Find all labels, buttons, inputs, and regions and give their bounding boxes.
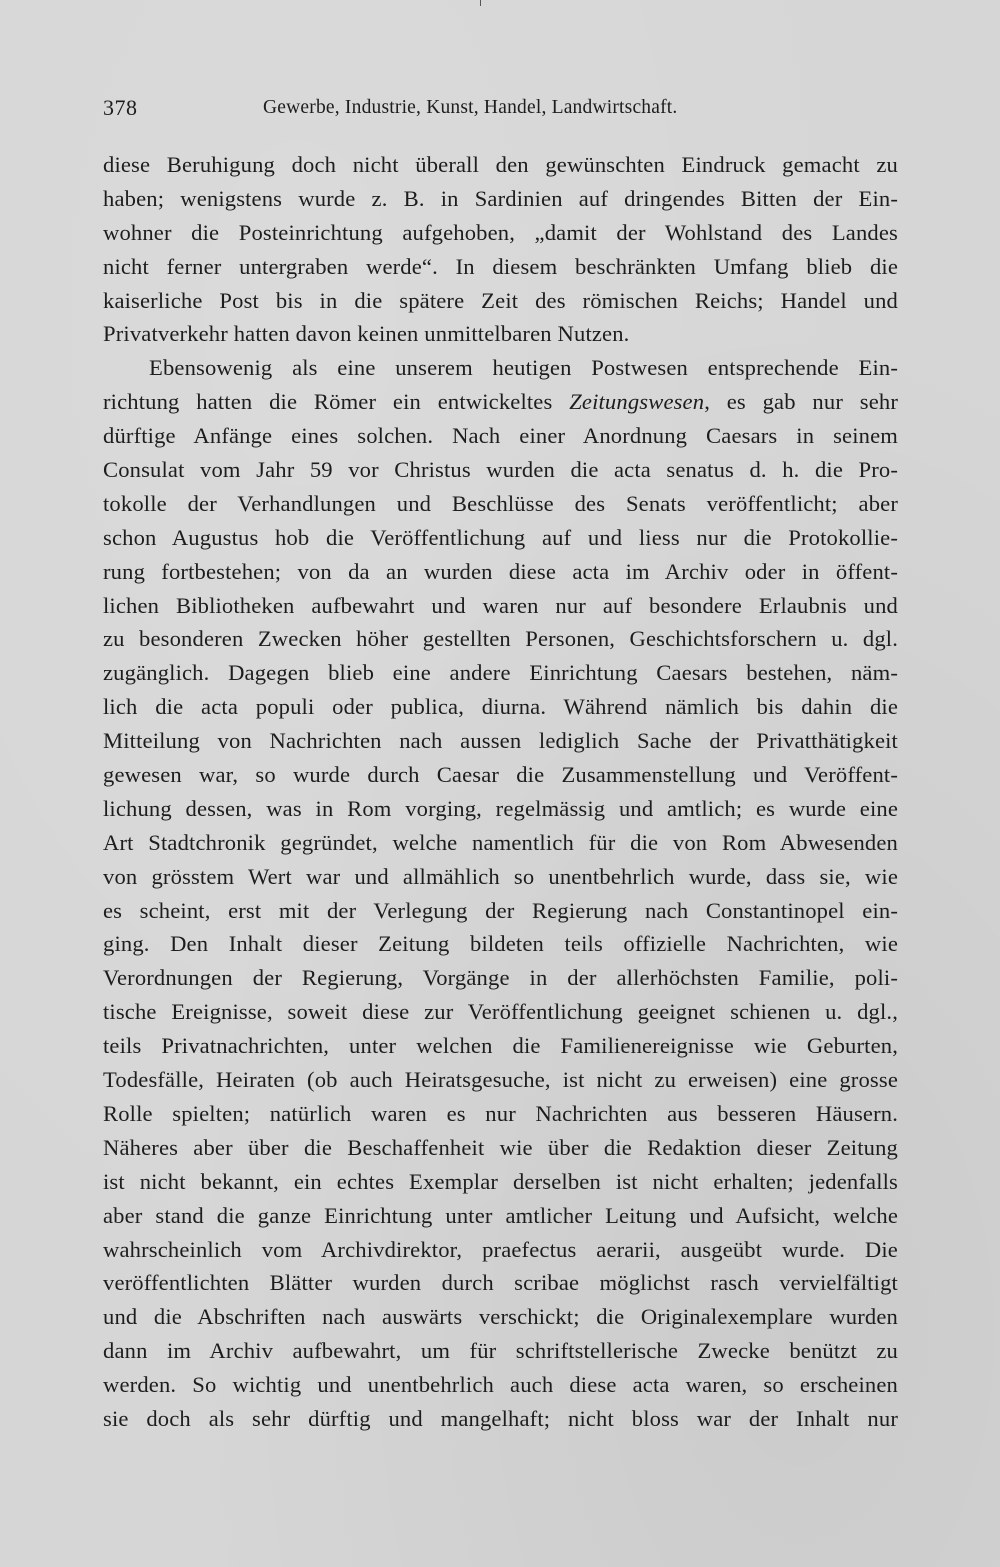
text-line: Verordnungen der Regierung, Vorgänge in der allerhöchsten Familie, poli- — [103, 965, 898, 991]
text-line: tokolle der Verhandlungen und Beschlüsse des Senats veröffentlicht; aber — [103, 490, 898, 516]
text-line: Näheres aber über die Beschaffenheit wie über die Redaktion dieser Zeitung — [103, 1134, 898, 1160]
text-line: Rolle spielten; natürlich waren es nur Nachrichten aus besseren Häusern. — [103, 1100, 898, 1126]
text-line: schon Augustus hob die Veröffentlichung auf und liess nur die Protokollie- — [103, 524, 898, 550]
text-line: teils Privatnachrichten, unter welchen die Familienereignisse wie Geburten, — [103, 1033, 898, 1059]
text-line: wahrscheinlich vom Archivdirektor, praefectus aerarii, ausgeübt wurde. Die — [103, 1236, 898, 1262]
text-line: Privatverkehr hatten davon keinen unmittelbaren Nutzen. — [103, 321, 630, 347]
text-line: und die Abschriften nach auswärts verschickt; die Originalexemplare wurden — [103, 1304, 898, 1330]
text-line: Todesfälle, Heiraten (ob auch Heiratsgesuche, ist nicht zu erweisen) eine grosse — [103, 1067, 898, 1093]
text-line: ging. Den Inhalt dieser Zeitung bildeten teils offizielle Nachrichten, wie — [103, 931, 898, 957]
text-line-with-italic — [103, 385, 898, 419]
text-line: werden. So wichtig und unentbehrlich auch diese acta waren, so erscheinen — [103, 1372, 898, 1398]
text-line: nicht ferner untergraben werde“. In diesem beschränkten Umfang blieb die — [103, 253, 898, 279]
text-line: von grösstem Wert war und allmählich so unentbehrlich wurde, dass sie, wie — [103, 863, 898, 889]
text-line: ist nicht bekannt, ein echtes Exemplar derselben ist nicht erhalten; jedenfalls — [103, 1168, 898, 1194]
body-text — [103, 148, 898, 1436]
text-line: lichen Bibliotheken aufbewahrt und waren nur auf besondere Erlaubnis und — [103, 592, 898, 618]
text-line: es scheint, erst mit der Verlegung der Regierung nach Constantinopel ein- — [103, 897, 898, 923]
text-line: wohner die Posteinrichtung aufgehoben, „damit der Wohlstand des Landes — [103, 219, 898, 245]
text-line: kaiserliche Post bis in die spätere Zeit des römischen Reichs; Handel und — [103, 287, 898, 313]
italic-term: Zeitungswesen — [569, 389, 705, 415]
text-line: Mitteilung von Nachrichten nach aussen lediglich Sache der Privatthätigkeit — [103, 728, 898, 754]
page-number: 378 — [103, 95, 138, 120]
text-line: Ebensowenig als eine unserem heutigen Postwesen entsprechende Ein- — [149, 355, 898, 381]
text-line: zugänglich. Dagegen blieb eine andere Einrichtung Caesars bestehen, näm- — [103, 660, 898, 686]
text-line: gewesen war, so wurde durch Caesar die Zusammenstellung und Veröffent- — [103, 762, 898, 788]
text-line: veröffentlichten Blätter wurden durch scribae möglichst rasch vervielfältigt — [103, 1270, 898, 1296]
text-line: dann im Archiv aufbewahrt, um für schriftstellerische Zwecke benützt zu — [103, 1338, 898, 1364]
text-segment: , es gab nur sehr — [704, 389, 898, 415]
text-segment: richtung hatten die Römer ein entwickeltes — [103, 389, 570, 415]
running-head: Gewerbe, Industrie, Kunst, Handel, Landwirtschaft. — [263, 97, 678, 118]
text-line: diese Beruhigung doch nicht überall den gewünschten Eindruck gemacht zu — [103, 152, 898, 177]
text-line: dürftige Anfänge eines solchen. Nach einer Anordnung Caesars in seinem — [103, 423, 898, 449]
text-line: zu besonderen Zwecken höher gestellten Personen, Geschichtsforschern u. dgl. — [103, 626, 898, 652]
text-line: Art Stadtchronik gegründet, welche namentlich für die von Rom Abwesenden — [103, 829, 898, 855]
text-line: lichung dessen, was in Rom vorging, regelmässig und amtlich; es wurde eine — [103, 795, 898, 821]
text-line: haben; wenigstens wurde z. B. in Sardinien auf dringendes Bitten der Ein- — [103, 185, 898, 211]
text-line: rung fortbestehen; von da an wurden diese acta im Archiv oder in öffent- — [103, 558, 898, 584]
text-line: tische Ereignisse, soweit diese zur Veröffentlichung geeignet schienen u. dgl., — [103, 999, 898, 1025]
page-header — [103, 95, 723, 125]
text-line: lich die acta populi oder publica, diurna. Während nämlich bis dahin die — [103, 694, 898, 720]
text-line: Consulat vom Jahr 59 vor Christus wurden die acta senatus d. h. die Pro- — [103, 457, 898, 483]
text-line: sie doch als sehr dürftig und mangelhaft; nicht bloss war der Inhalt nur — [103, 1405, 898, 1431]
scan-mark — [480, 0, 481, 6]
text-line: aber stand die ganze Einrichtung unter amtlicher Leitung und Aufsicht, welche — [103, 1202, 898, 1228]
